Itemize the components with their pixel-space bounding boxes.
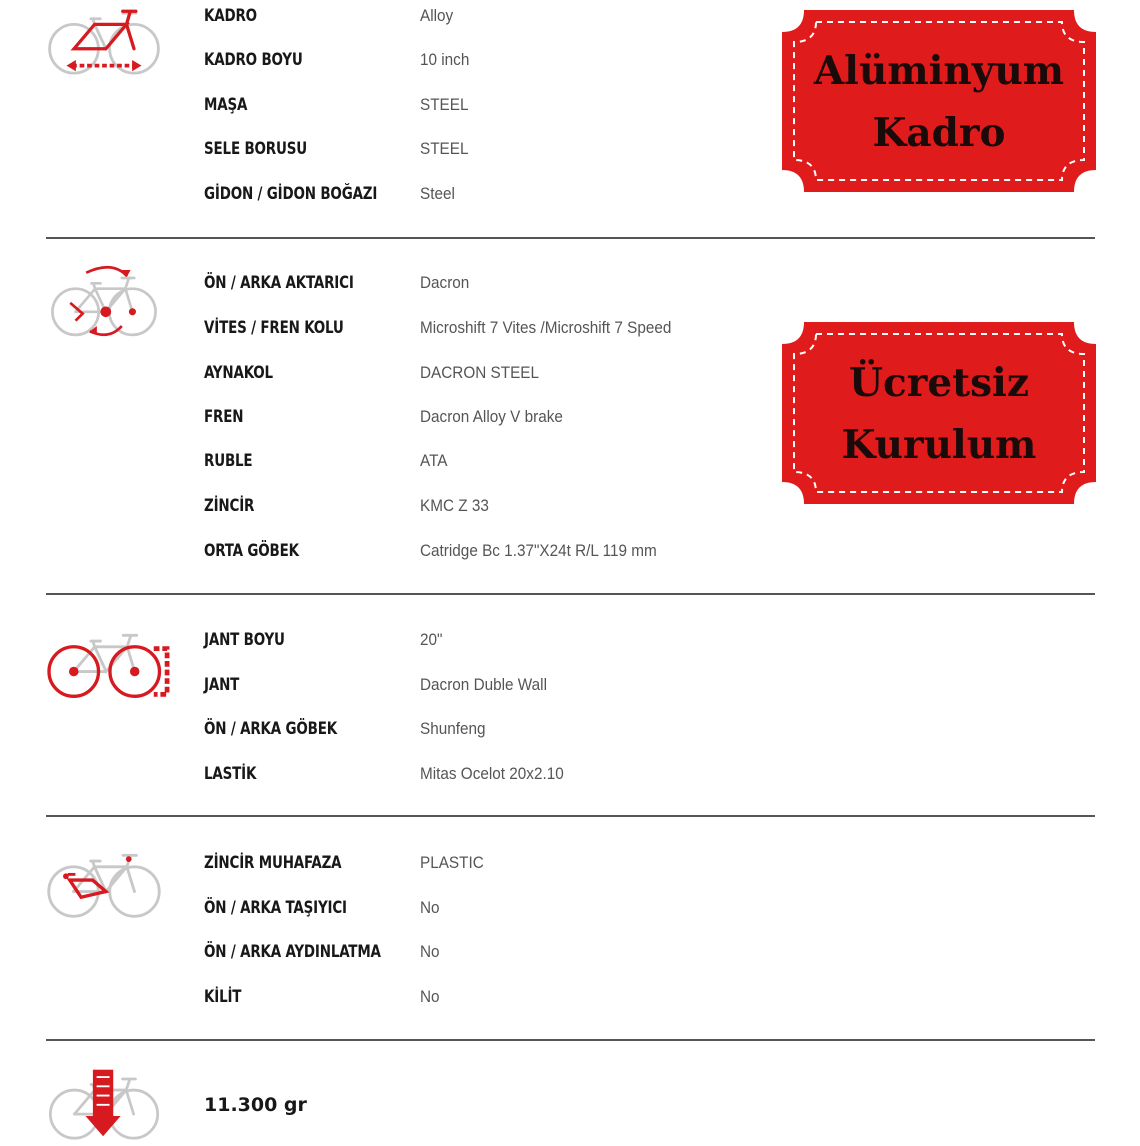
spec-value: Mitas Ocelot 20x2.10 [420,764,564,783]
free-installation-badge [782,322,1096,504]
aluminum-frame-badge [782,10,1096,192]
spec-value: KMC Z 33 [420,496,489,515]
spec-label: ZİNCİR [204,496,255,516]
spec-value: Steel [420,184,455,203]
spec-label: ÖN / ARKA GÖBEK [204,719,338,739]
spec-row [204,90,474,120]
spec-row [204,759,580,789]
badge-line-2: Kadro [872,110,1006,156]
spec-label: MAŞA [204,95,248,115]
spec-value: STEEL [420,139,469,158]
spec-value: 10 inch [420,50,470,69]
spec-value: STEEL [420,95,469,114]
bike-weight-value: 11.300 gr [204,1094,307,1116]
spec-row [204,491,497,521]
bike-accessories-icon [44,842,164,922]
section-divider [46,237,1095,239]
spec-label: LASTİK [204,764,257,784]
spec-value: No [420,987,440,1006]
spec-row [204,714,493,744]
spec-label: ÖN / ARKA AYDINLATMA [204,942,381,962]
spec-label: VİTES / FREN KOLU [204,318,344,338]
badge-line-1: Ücretsiz [848,360,1030,406]
spec-row [204,670,561,700]
badge-line-2: Kurulum [841,422,1037,468]
spec-label: GİDON / GİDON BOĞAZI [204,184,378,204]
spec-label: SELE BORUSU [204,139,308,159]
spec-row [204,937,442,967]
spec-label: ÖN / ARKA TAŞIYICI [204,898,347,918]
spec-value: Shunfeng [420,719,486,738]
section-divider [46,815,1095,817]
spec-value: No [420,942,440,961]
spec-label: KADRO [204,6,257,26]
spec-row [204,536,683,566]
bike-drivetrain-icon [44,262,164,342]
bike-weight-icon [44,1066,164,1146]
bike-frame-icon [44,0,164,80]
spec-row [204,625,445,655]
spec-row [204,446,451,476]
spec-label: ZİNCİR MUHAFAZA [204,853,342,873]
spec-label: JANT [204,675,240,695]
spec-row [204,848,491,878]
spec-value: Dacron Alloy V brake [420,407,563,426]
spec-label: RUBLE [204,451,253,471]
spec-value: Alloy [420,6,454,25]
spec-label: AYNAKOL [204,363,273,383]
spec-value: Dacron [420,273,470,292]
spec-row [204,358,552,388]
spec-label: ÖN / ARKA AKTARICI [204,273,354,293]
badge-line-1: Alüminyum [813,48,1065,94]
spec-label: KİLİT [204,987,242,1007]
spec-row [204,45,475,75]
section-divider [46,1039,1095,1041]
spec-value: No [420,898,440,917]
spec-row [204,313,699,343]
spec-label: KADRO BOYU [204,50,303,70]
spec-value: Microshift 7 Vites /Microshift 7 Speed [420,318,672,337]
spec-value: Dacron Duble Wall [420,675,547,694]
spec-value: 20" [420,630,443,649]
spec-row [204,982,442,1012]
spec-label: FREN [204,407,244,427]
spec-label: JANT BOYU [204,630,285,650]
spec-value: PLASTIC [420,853,484,872]
bike-wheels-icon [44,622,164,702]
spec-row [204,134,474,164]
spec-value: Catridge Bc 1.37"X24t R/L 119 mm [420,541,657,560]
spec-row [204,268,475,298]
spec-value: DACRON STEEL [420,363,540,382]
spec-row [204,1,457,31]
section-divider [46,593,1095,595]
spec-row [204,402,579,432]
spec-row [204,179,459,209]
spec-value: ATA [420,451,448,470]
spec-row [204,893,442,923]
spec-label: ORTA GÖBEK [204,541,299,561]
